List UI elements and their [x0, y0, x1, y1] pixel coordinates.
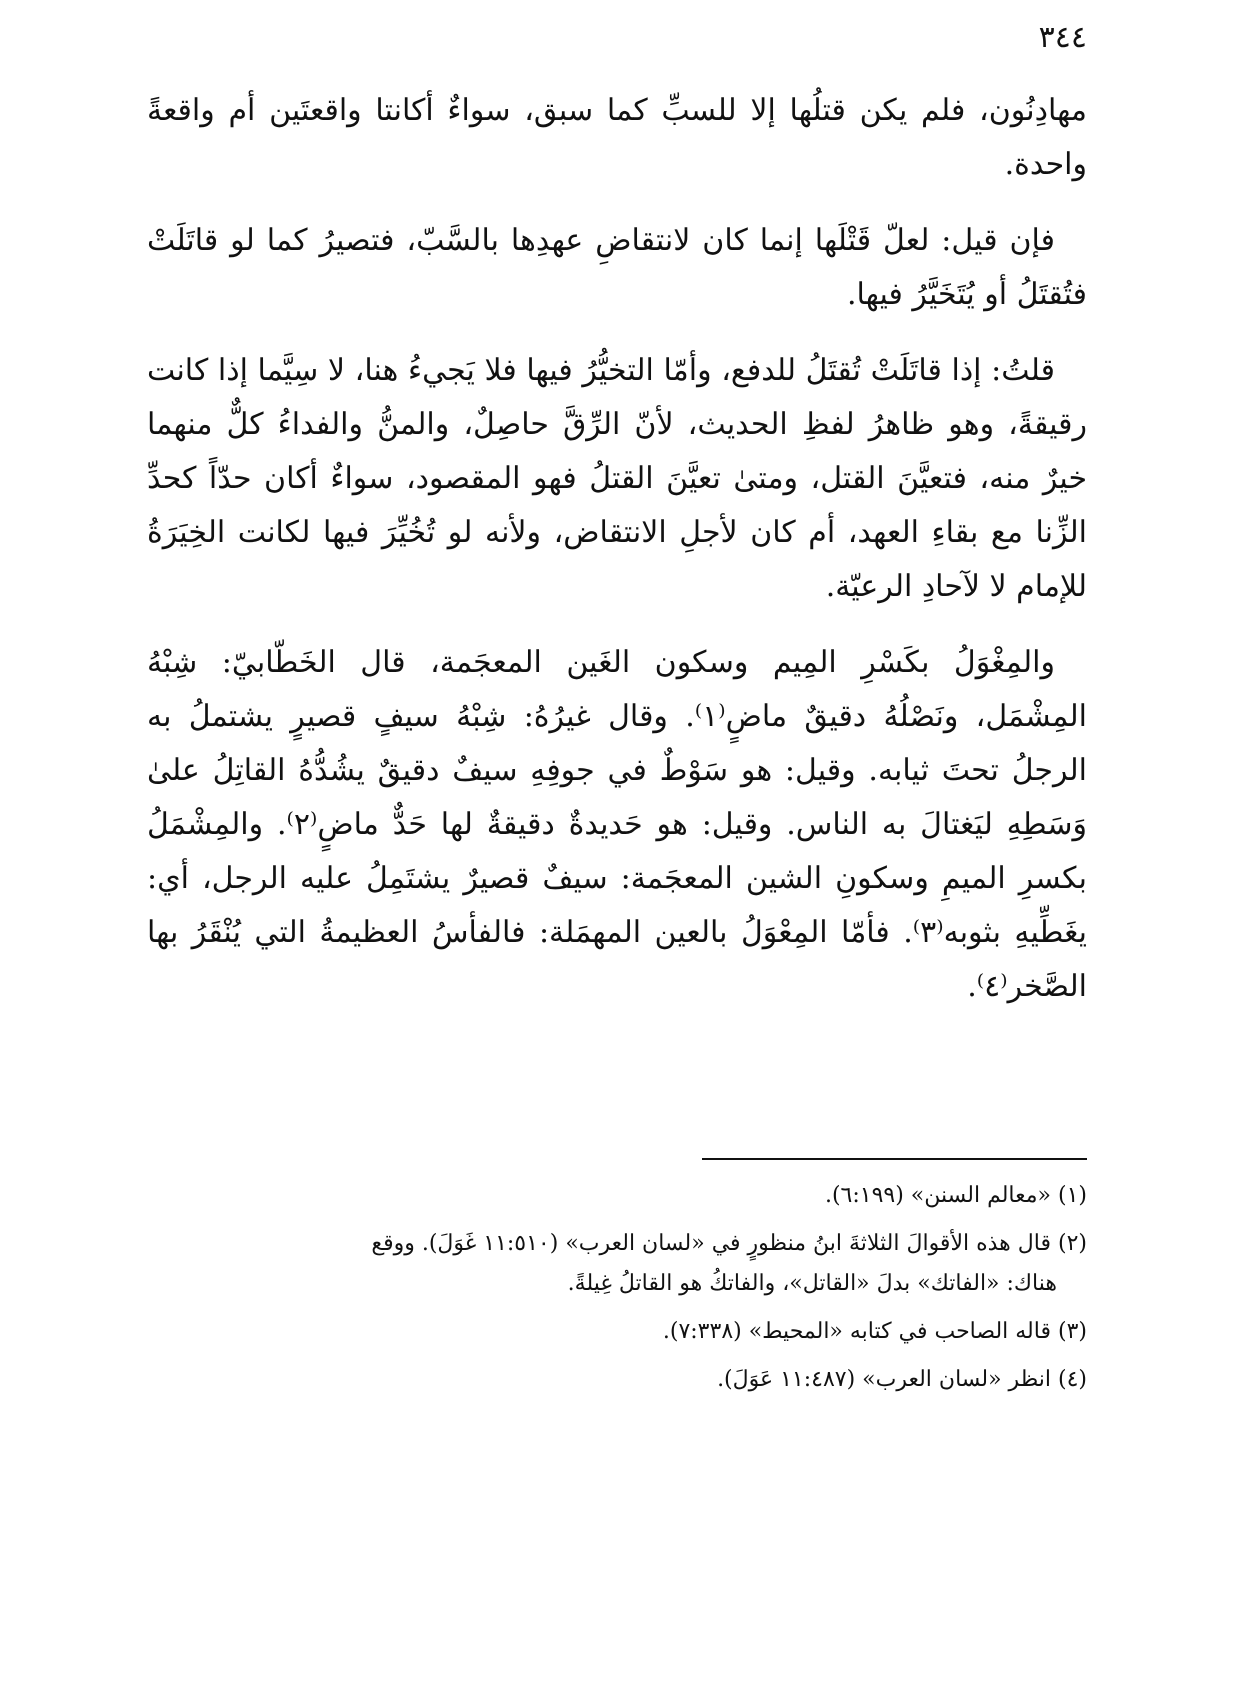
footnote-2: [147, 1224, 1087, 1304]
footnote-1: [147, 1176, 1087, 1216]
footnote-text: انظر «لسان العرب» (١١:٤٨٧ عَوَلَ).: [717, 1367, 1051, 1392]
footnote-3: [147, 1312, 1087, 1352]
paragraph-3: قلتُ: إذا قاتَلَتْ تُقتَلُ للدفع، وأمّا التخيُّرُ فيها فلا يَجيءُ هنا، لا سِيَّما إذا كانت رقيقةً، وهو ظاهرُ لفظِ الحديث، لأنّ الرِّقَّ حاصِلٌ، والمنُّ والفداءُ كلٌّ منهما خيرٌ منه، فتعيَّنَ القتل، ومتىٰ تعيَّنَ القتلُ فهو المقصود، سواءٌ أكان حدّاً كحدِّ الزِّنا مع بقاءِ العهد، أم كان لأجلِ الانتقاض، ولأنه لو تُخُيِّرَ فيها لكانت الخِيَرَةُ للإمام لا لآحادِ الرعيّة.: [147, 353, 1087, 604]
footnote-number: (٤): [1057, 1367, 1087, 1392]
paragraph-2: فإن قيل: لعلّ قَتْلَها إنما كان لانتقاضِ عهدِها بالسَّبّ، فتصيرُ كما لو قاتَلَتْ فتُقتَلُ أو يُتَخَيَّرُ فيها.: [147, 223, 1087, 312]
footnote-divider: [702, 1158, 1087, 1160]
paragraph-4: والمِغْوَلُ بكَسْرِ المِيم وسكون الغَين المعجَمة، قال الخَطّابيّ: شِبْهُ المِشْمَل، ونَصْلُهُ دقيقٌ ماضٍ⁽١⁾. وقال غيرُهُ: شِبْهُ سيفٍ قصيرٍ يشتملُ به الرجلُ تحتَ ثيابه. وقيل: هو سَوْطٌ في جوفِهِ سيفٌ دقيقٌ يشُدُّهُ القاتِلُ علىٰ وَسَطِهِ ليَغتالَ به الناس. وقيل: هو حَديدةٌ دقيقةٌ لها حَدٌّ ماضٍ⁽٢⁾. والمِشْمَلُ بكسرِ الميمِ وسكونِ الشين المعجَمة: سيفٌ قصيرٌ يشتَمِلُ عليه الرجل، أي: يغَطِّيهِ بثوبه⁽٣⁾. فأمّا المِعْوَلُ بالعين المهمَلة: فالفأسُ العظيمةُ التي يُنْقَرُ بها الصَّخر⁽٤⁾.: [147, 645, 1087, 1004]
footnotes: [147, 1176, 1087, 1408]
footnote-4: [147, 1360, 1087, 1400]
main-text: [147, 84, 1087, 1036]
footnote-number: (١): [1057, 1183, 1087, 1208]
page-number: ٣٤٤: [1038, 20, 1087, 55]
footnote-text: قال هذه الأقوالَ الثلاثةَ ابنُ منظورٍ في «لسان العرب» (١١:٥١٠ غَوَلَ). ووقع: [371, 1231, 1051, 1256]
footnote-continuation: هناك: «الفاتك» بدلَ «القاتل»، والفاتكُ هو القاتلُ غِيلةً.: [567, 1271, 1057, 1296]
footnote-number: (٢): [1057, 1231, 1087, 1256]
footnote-text: قاله الصاحب في كتابه «المحيط» (٧:٣٣٨).: [662, 1319, 1051, 1344]
footnote-number: (٣): [1057, 1319, 1087, 1344]
paragraph-1: مهادِنُون، فلم يكن قتلُها إلا للسبِّ كما سبق، سواءٌ أكانتا واقعتَين أم واقعةً واحدة.: [147, 93, 1087, 182]
footnote-text: «معالم السنن» (٦:١٩٩).: [824, 1183, 1051, 1208]
